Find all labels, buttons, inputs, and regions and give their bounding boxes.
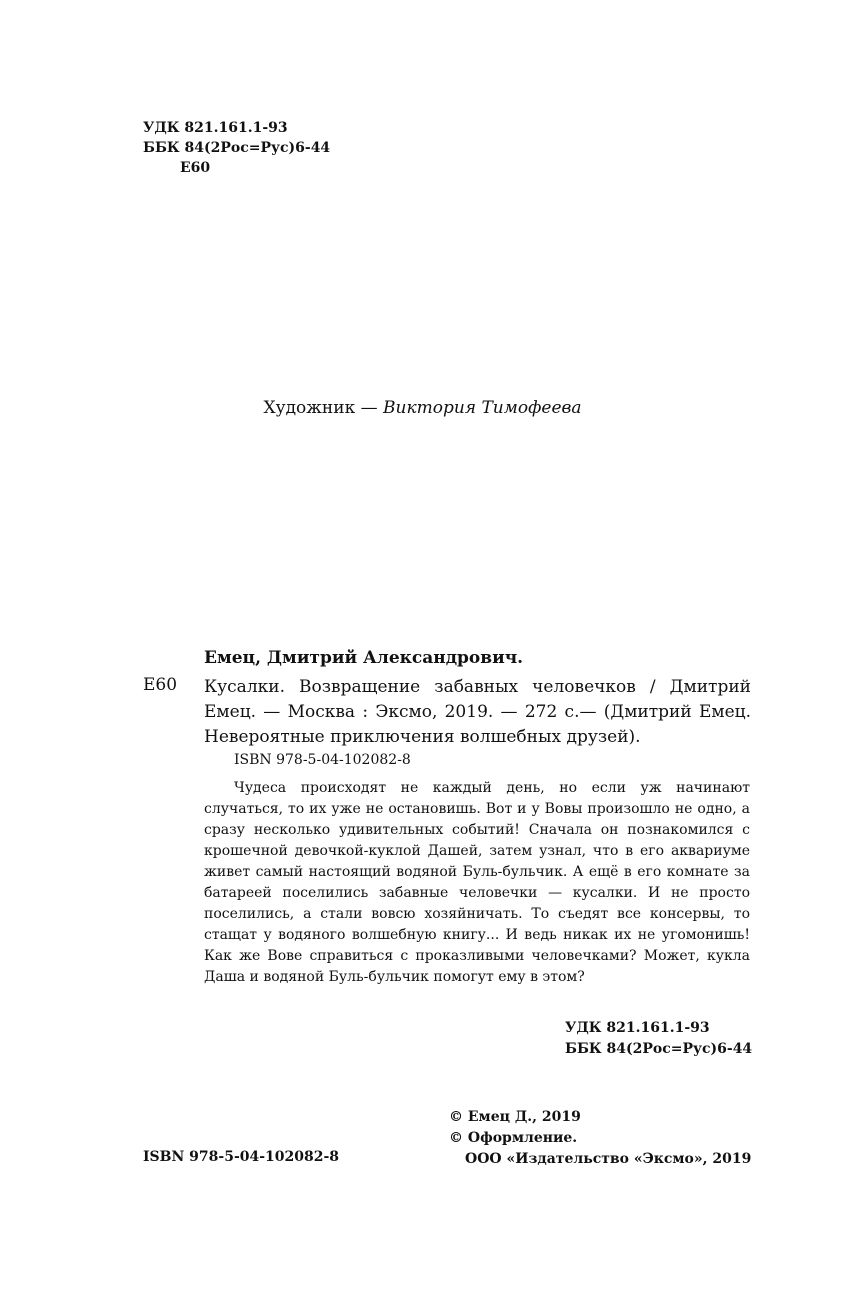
copyright-block bbox=[449, 1107, 751, 1170]
top-classification-codes bbox=[143, 118, 330, 178]
catalog-author-heading: Емец, Дмитрий Александрович. bbox=[204, 648, 524, 668]
bbk-code-bottom: ББК 84(2Рос=Рус)6-44 bbox=[565, 1041, 753, 1057]
artist-credit bbox=[0, 398, 845, 418]
artist-label: Художник — bbox=[263, 398, 384, 418]
udk-code: УДК 821.161.1-93 bbox=[143, 120, 288, 136]
copyright-author: © Емец Д., 2019 bbox=[449, 1109, 581, 1125]
bottom-classification-codes bbox=[565, 1018, 752, 1060]
catalog-isbn: ISBN 978-5-04-102082-8 bbox=[234, 752, 411, 768]
annotation bbox=[204, 778, 750, 988]
author-sign: Е60 bbox=[180, 160, 211, 176]
isbn-bottom: ISBN 978-5-04-102082-8 bbox=[143, 1149, 340, 1165]
copyright-design: © Оформление. bbox=[449, 1130, 578, 1146]
artist-name: Виктория Тимофеева bbox=[383, 398, 582, 418]
bbk-code: ББК 84(2Рос=Рус)6-44 bbox=[143, 140, 331, 156]
catalog-author-sign: Е60 bbox=[143, 675, 178, 695]
copyright-publisher: ООО «Издательство «Эксмо», 2019 bbox=[465, 1151, 752, 1167]
catalog-description: Кусалки. Возвращение забавных человечков / Дмитрий Емец. — Москва : Эксмо, 2019. — 272 с.— (Дмитрий Емец. Невероятные приключения волшебных друзей). bbox=[204, 677, 751, 747]
annotation-text: Чудеса происходят не каждый день, но если уж начинают случаться, то их уже не остановишь. Вот и у Вовы произошло не одно, а сразу несколько удивительных событий! Сначала он познакомился с крошечной девочкой-куклой Дашей, затем узнал, что в его аквариуме живет самый настоящий водяной Буль-бульчик. А ещё в его комнате за батареей поселились забавные человечки — кусалки. И не просто поселились, а стали вовсю хозяйничать. То съедят все консервы, то стащат у водяного волшебную книгу... И ведь никак их не угомонишь! Как же Вове справиться с проказливыми человечками? Может, кукла Даша и водяной Буль-бульчик помогут ему в этом? bbox=[204, 780, 750, 985]
udk-code-bottom: УДК 821.161.1-93 bbox=[565, 1020, 710, 1036]
